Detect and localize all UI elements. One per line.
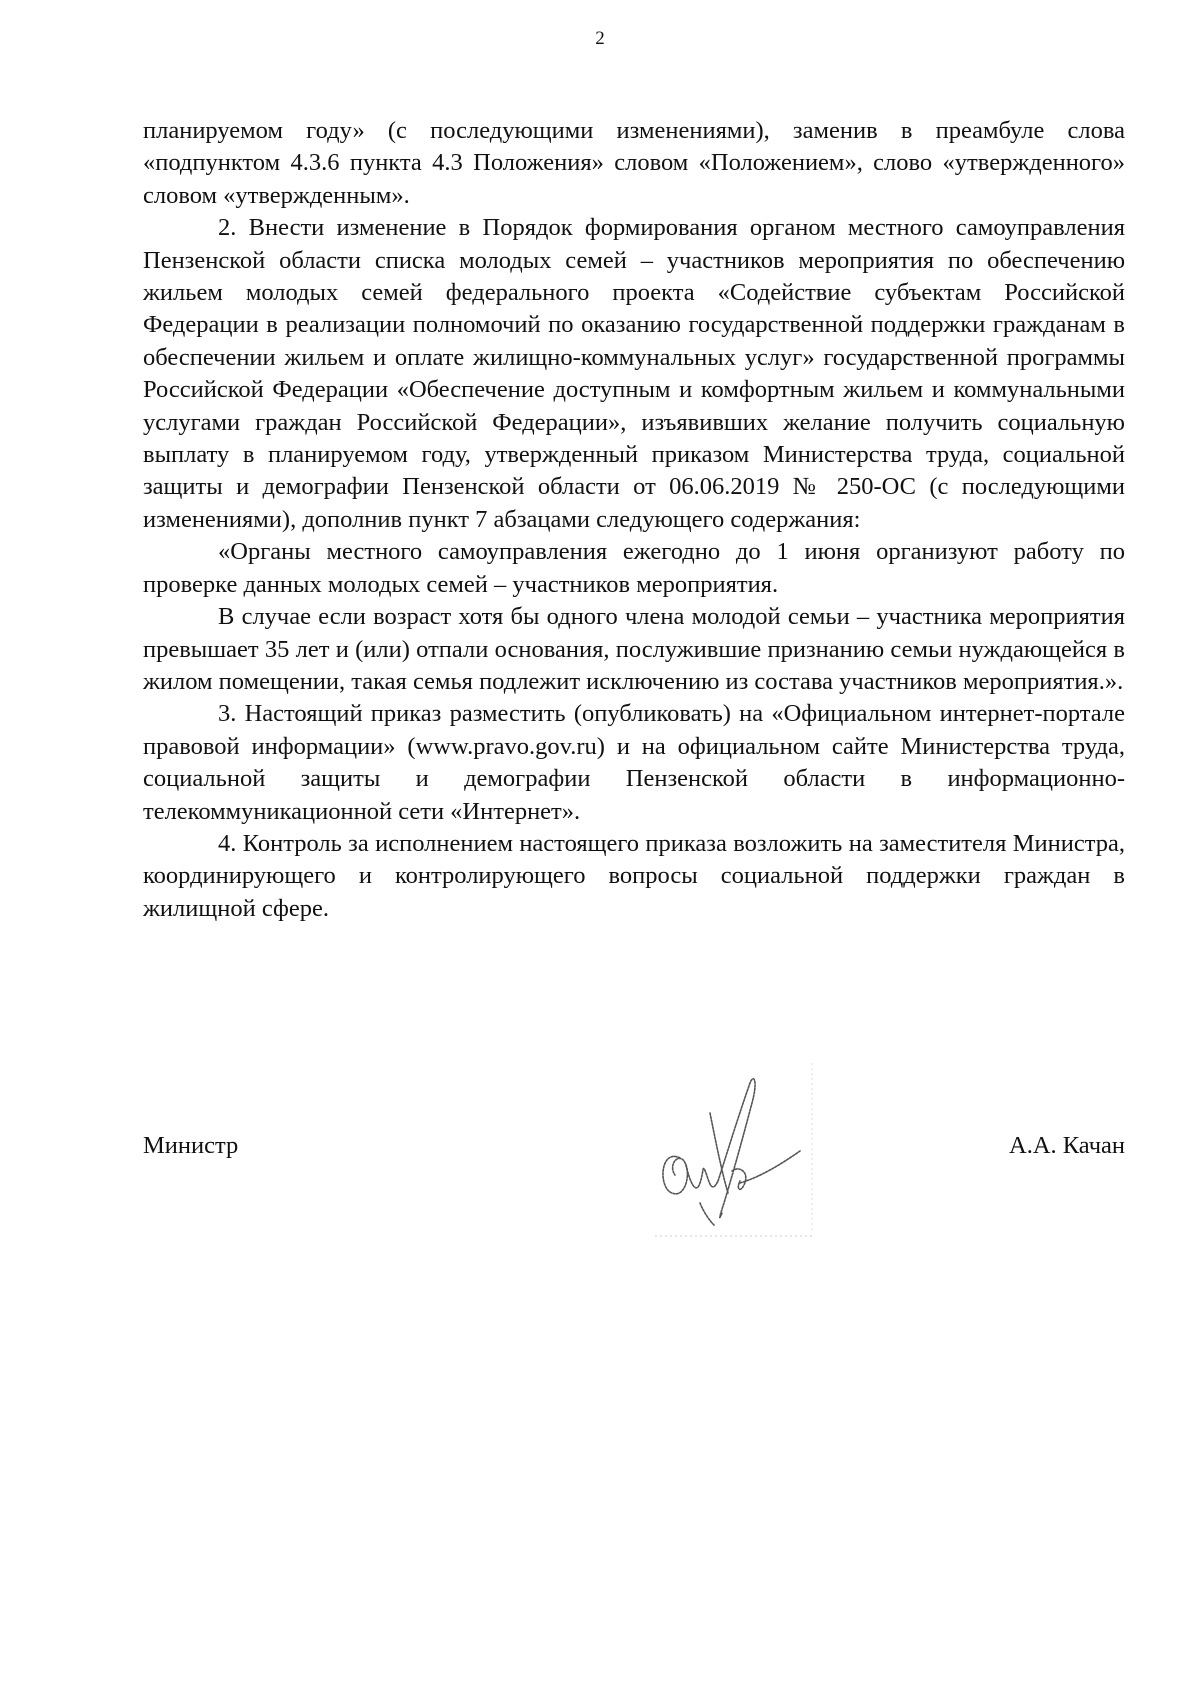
paragraph-item-4: 4. Контроль за исполнением настоящего приказа возложить на заместителя Министра, координирующего и контролирующего вопросы социальной поддержки граждан в жилищной сфере. bbox=[143, 829, 1125, 922]
paragraph-item-2: 2. Внести изменение в Порядок формирования органом местного самоуправления Пензенской области списка молодых семей – участников мероприятия по обеспечению жильем молодых семей федерального проекта «Содействие субъектам Российской Федерации в реализации полномочий по оказанию государственной поддержки гражданам в обеспечении жильем и оплате жилищно-коммунальных услуг» государственной программы Российской Федерации «Обеспечение доступным и комфортным жильем и коммунальными услугами граждан Российской Федерации», изъявивших желание получить социальную выплату в планируемом году, утвержденный приказом Министерства труда, социальной защиты и демографии Пензенской области от 06.06.2019 № 250-ОС (с последующими изменениями), дополнив пункт 7 абзацами следующего содержания: bbox=[143, 214, 1125, 533]
paragraph-continuation: планируемом году» (с последующими изменениями), заменив в преамбуле слова «подпунктом 4.3.6 пункта 4.3 Положения» словом «Положением», слово «утвержденного» словом «утвержденным». bbox=[143, 117, 1125, 209]
paragraph-item-3: 3. Настоящий приказ разместить (опубликовать) на «Официальном интернет-портале правовой информации» (www.pravo.gov.ru) и на официальном сайте Министерства труда, социальной защиты и демографии Пензенской области в информационно-телекоммуникационной сети «Интернет». bbox=[143, 700, 1125, 825]
paragraph-quote-1: «Органы местного самоуправления ежегодно до 1 июня организуют работу по проверке данных молодых семей – участников мероприятия. bbox=[143, 538, 1125, 598]
paragraph-quote-2: В случае если возраст хотя бы одного члена молодой семьи – участника мероприятия превышает 35 лет и (или) отпали основания, послужившие признанию семьи нуждающейся в жилом помещении, такая семья подлежит исключению из состава участников мероприятия.». bbox=[143, 603, 1125, 695]
handwritten-signature bbox=[640, 1053, 820, 1238]
signatory-position: Министр bbox=[143, 1132, 239, 1159]
page-number: 2 bbox=[595, 28, 605, 49]
signatory-name: А.А. Качан bbox=[1009, 1132, 1125, 1159]
document-body bbox=[143, 115, 1125, 925]
